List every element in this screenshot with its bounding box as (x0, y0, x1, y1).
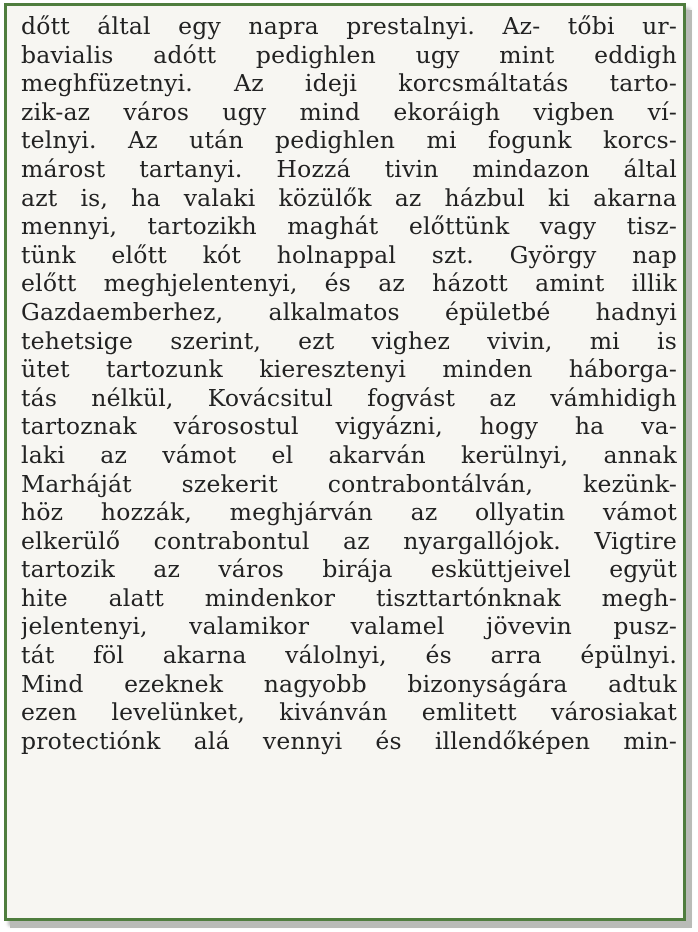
text-line-16: laki az vámot el akarván kerülnyi, annak (21, 440, 677, 469)
document-text (21, 12, 677, 755)
text-line-17: Marháját szekerit contrabontálván, kezünk- (21, 469, 677, 498)
text-line-20: tartozik az város birája esküttjeivel együt (21, 555, 677, 584)
text-line-3: meghfüzetnyi. Az ideji korcsmáltatás tarto- (21, 69, 677, 98)
text-line-4: zik-az város ugy mind ekoráigh vigben ví- (21, 97, 677, 126)
text-line-6: márost tartanyi. Hozzá tivin mindazon által (21, 154, 677, 183)
text-line-9: tünk előtt kót holnappal szt. György nap (21, 240, 677, 269)
text-line-25: ezen levelünket, kivánván emlitett városiakat (21, 698, 677, 727)
document-frame (4, 3, 686, 921)
text-line-8: mennyi, tartozikh maghát előttünk vagy tisz- (21, 212, 677, 241)
text-line-19: elkerülő contrabontul az nyargallójok. Vigtire (21, 526, 677, 555)
text-line-22: jelentenyi, valamikor valamel jövevin pusz- (21, 612, 677, 641)
text-line-10: előtt meghjelentenyi, és az házott amint illik (21, 269, 677, 298)
text-line-24: Mind ezeknek nagyobb bizonyságára adtuk (21, 669, 677, 698)
text-line-21: hite alatt mindenkor tiszttartónknak megh- (21, 583, 677, 612)
text-line-11: Gazdaemberhez, alkalmatos épületbé hadnyi (21, 297, 677, 326)
text-line-7: azt is, ha valaki közülők az házbul ki akarna (21, 183, 677, 212)
text-line-12: tehetsige szerint, ezt vighez vivin, mi is (21, 326, 677, 355)
text-line-18: höz hozzák, meghjárván az ollyatin vámot (21, 498, 677, 527)
text-line-2: bavialis adótt pedighlen ugy mint eddigh (21, 40, 677, 69)
text-line-26: protectiónk alá vennyi és illendőképen min- (21, 726, 677, 755)
text-line-15: tartoznak városostul vigyázni, hogy ha va- (21, 412, 677, 441)
text-line-23: tát föl akarna válolnyi, és arra épülnyi. (21, 641, 677, 670)
text-line-13: ütet tartozunk kieresztenyi minden háborga- (21, 355, 677, 384)
text-line-1: dőtt által egy napra prestalnyi. Az- tőbi ur- (21, 12, 677, 40)
text-line-5: telnyi. Az után pedighlen mi fogunk korcs- (21, 126, 677, 155)
text-line-14: tás nélkül, Kovácsitul fogvást az vámhidigh (21, 383, 677, 412)
